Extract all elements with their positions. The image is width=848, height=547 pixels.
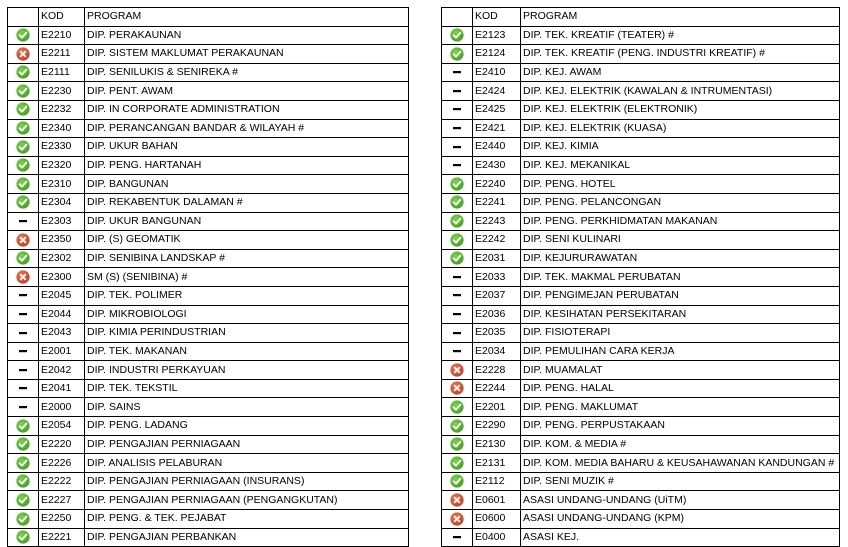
program-cell: DIP. UKUR BANGUNAN (85, 212, 409, 231)
kod-cell: E2302 (39, 249, 85, 268)
kod-cell: E2220 (39, 435, 85, 454)
check-circle-icon (16, 251, 30, 265)
program-cell: DIP. TEK. MAKMAL PERUBATAN (521, 268, 840, 287)
kod-cell: E2112 (473, 472, 521, 491)
status-cell (8, 45, 39, 64)
kod-cell: E2440 (473, 138, 521, 157)
dash-icon (450, 326, 464, 340)
table-row (8, 491, 409, 510)
kod-cell: E2054 (39, 417, 85, 436)
dash-icon (450, 307, 464, 321)
table-row (8, 435, 409, 454)
kod-cell: E2031 (473, 249, 521, 268)
kod-cell: E2250 (39, 510, 85, 529)
kod-cell: E2303 (39, 212, 85, 231)
program-cell: ASASI KEJ. (521, 528, 840, 547)
table-row (8, 45, 409, 64)
program-cell: DIP. KIMIA PERINDUSTRIAN (85, 324, 409, 343)
status-cell (8, 82, 39, 101)
kod-cell: E2310 (39, 175, 85, 194)
kod-cell: E2131 (473, 454, 521, 473)
kod-cell: E2300 (39, 268, 85, 287)
table-row (442, 324, 840, 343)
table-row (442, 361, 840, 380)
check-circle-icon (16, 493, 30, 507)
kod-cell: E2226 (39, 454, 85, 473)
status-cell (442, 379, 473, 398)
header-status-cell (442, 8, 473, 27)
dash-icon (450, 158, 464, 172)
table-header-row (442, 8, 840, 27)
program-cell: DIP. TEK. KREATIF (PENG. INDUSTRI KREATIF) # (521, 45, 840, 64)
kod-cell: E2230 (39, 82, 85, 101)
table-row (8, 26, 409, 45)
program-table-right (441, 7, 840, 547)
kod-cell: E2041 (39, 379, 85, 398)
status-cell (442, 435, 473, 454)
check-circle-icon (16, 65, 30, 79)
table-row (442, 268, 840, 287)
status-cell (8, 491, 39, 510)
check-circle-icon (450, 474, 464, 488)
kod-cell: E2243 (473, 212, 521, 231)
kod-cell: E2045 (39, 286, 85, 305)
check-circle-icon (16, 140, 30, 154)
table-row (8, 361, 409, 380)
kod-cell: E2201 (473, 398, 521, 417)
table-row (8, 417, 409, 436)
program-cell: DIP. PERANCANGAN BANDAR & WILAYAH # (85, 119, 409, 138)
kod-cell: E2430 (473, 156, 521, 175)
program-cell: DIP. SENILUKIS & SENIREKA # (85, 63, 409, 82)
status-cell (8, 268, 39, 287)
program-cell: DIP. TEK. POLIMER (85, 286, 409, 305)
kod-cell: E2410 (473, 63, 521, 82)
kod-cell: E2035 (473, 324, 521, 343)
kod-cell: E2241 (473, 193, 521, 212)
header-program: PROGRAM (521, 8, 840, 27)
kod-cell: E0600 (473, 510, 521, 529)
table-row (8, 510, 409, 529)
cross-circle-icon (16, 47, 30, 61)
program-cell: DIP. ANALISIS PELABURAN (85, 454, 409, 473)
table-row (442, 175, 840, 194)
program-cell: DIP. TEK. KREATIF (TEATER) # (521, 26, 840, 45)
cross-circle-icon (450, 381, 464, 395)
dash-icon (16, 344, 30, 358)
check-circle-icon (450, 419, 464, 433)
program-cell: DIP. (S) GEOMATIK (85, 231, 409, 250)
status-cell (8, 193, 39, 212)
status-cell (442, 249, 473, 268)
kod-cell: E2001 (39, 342, 85, 361)
kod-cell: E2304 (39, 193, 85, 212)
status-cell (442, 63, 473, 82)
dash-icon (16, 400, 30, 414)
check-circle-icon (450, 214, 464, 228)
dash-icon (16, 326, 30, 340)
dash-icon (450, 270, 464, 284)
kod-cell: E2222 (39, 472, 85, 491)
table-row (442, 249, 840, 268)
program-cell: DIP. PENG. PERPUSTAKAAN (521, 417, 840, 436)
status-cell (8, 286, 39, 305)
check-circle-icon (450, 456, 464, 470)
kod-cell: E2240 (473, 175, 521, 194)
check-circle-icon (16, 456, 30, 470)
dash-icon (450, 102, 464, 116)
program-cell: DIP. IN CORPORATE ADMINISTRATION (85, 100, 409, 119)
cross-circle-icon (450, 493, 464, 507)
dash-icon (16, 381, 30, 395)
check-circle-icon (16, 474, 30, 488)
table-row (8, 212, 409, 231)
program-cell: ASASI UNDANG-UNDANG (KPM) (521, 510, 840, 529)
table-row (8, 398, 409, 417)
status-cell (8, 63, 39, 82)
dash-icon (450, 121, 464, 135)
table-row (8, 138, 409, 157)
table-row (442, 100, 840, 119)
program-cell: DIP. BANGUNAN (85, 175, 409, 194)
kod-cell: E2130 (473, 435, 521, 454)
program-cell: DIP. UKUR BAHAN (85, 138, 409, 157)
kod-cell: E2424 (473, 82, 521, 101)
kod-cell: E0601 (473, 491, 521, 510)
status-cell (442, 193, 473, 212)
kod-cell: E2210 (39, 26, 85, 45)
table-row (442, 156, 840, 175)
program-cell: DIP. PENG. HOTEL (521, 175, 840, 194)
program-cell: DIP. KEJ. KIMIA (521, 138, 840, 157)
header-program: PROGRAM (85, 8, 409, 27)
table-row (8, 82, 409, 101)
program-cell: DIP. PENG. PELANCONGAN (521, 193, 840, 212)
status-cell (442, 212, 473, 231)
status-cell (442, 398, 473, 417)
cross-circle-icon (450, 512, 464, 526)
program-cell: DIP. PENGAJIAN PERNIAGAAN (85, 435, 409, 454)
program-cell: DIP. KEJ. AWAM (521, 63, 840, 82)
table-row (8, 268, 409, 287)
status-cell (8, 454, 39, 473)
dash-icon (16, 288, 30, 302)
header-kod: KOD (39, 8, 85, 27)
check-circle-icon (16, 437, 30, 451)
program-cell: DIP. PERAKAUNAN (85, 26, 409, 45)
check-circle-icon (450, 195, 464, 209)
kod-cell: E2290 (473, 417, 521, 436)
status-cell (442, 286, 473, 305)
table-row (8, 193, 409, 212)
status-cell (8, 249, 39, 268)
cross-circle-icon (16, 233, 30, 247)
status-cell (442, 268, 473, 287)
dash-icon (450, 84, 464, 98)
status-cell (442, 26, 473, 45)
dash-icon (450, 65, 464, 79)
kod-cell: E2111 (39, 63, 85, 82)
header-kod: KOD (473, 8, 521, 27)
dash-icon (450, 288, 464, 302)
kod-cell: E2340 (39, 119, 85, 138)
check-circle-icon (450, 233, 464, 247)
kod-cell: E2221 (39, 528, 85, 547)
program-cell: DIP. PENG. PERKHIDMATAN MAKANAN (521, 212, 840, 231)
kod-cell: E2043 (39, 324, 85, 343)
table-body (442, 8, 840, 547)
check-circle-icon (450, 47, 464, 61)
check-circle-icon (16, 28, 30, 42)
program-cell: DIP. PENG. & TEK. PEJABAT (85, 510, 409, 529)
kod-cell: E0400 (473, 528, 521, 547)
program-cell: DIP. KESIHATAN PERSEKITARAN (521, 305, 840, 324)
status-cell (442, 324, 473, 343)
table-row (442, 138, 840, 157)
status-cell (8, 379, 39, 398)
program-cell: DIP. KEJ. ELEKTRIK (ELEKTRONIK) (521, 100, 840, 119)
kod-cell: E2000 (39, 398, 85, 417)
status-cell (442, 472, 473, 491)
status-cell (442, 417, 473, 436)
kod-cell: E2228 (473, 361, 521, 380)
kod-cell: E2033 (473, 268, 521, 287)
status-cell (8, 361, 39, 380)
table-row (442, 193, 840, 212)
table-row (8, 454, 409, 473)
status-cell (8, 100, 39, 119)
program-cell: DIP. KEJ. MEKANIKAL (521, 156, 840, 175)
program-cell: DIP. SISTEM MAKLUMAT PERAKAUNAN (85, 45, 409, 64)
program-cell: DIP. PENG. HARTANAH (85, 156, 409, 175)
program-table-left (7, 7, 409, 547)
table-row (442, 45, 840, 64)
status-cell (442, 454, 473, 473)
status-cell (442, 138, 473, 157)
table-row (8, 119, 409, 138)
header-status-cell (8, 8, 39, 27)
status-cell (442, 361, 473, 380)
status-cell (442, 82, 473, 101)
status-cell (442, 510, 473, 529)
dash-icon (450, 140, 464, 154)
status-cell (8, 324, 39, 343)
status-cell (8, 417, 39, 436)
program-cell: DIP. TEK. MAKANAN (85, 342, 409, 361)
check-circle-icon (450, 177, 464, 191)
program-cell: DIP. SENIBINA LANDSKAP # (85, 249, 409, 268)
table-row (442, 82, 840, 101)
status-cell (442, 491, 473, 510)
program-cell: DIP. SENI MUZIK # (521, 472, 840, 491)
check-circle-icon (450, 437, 464, 451)
dash-icon (16, 307, 30, 321)
table-row (8, 286, 409, 305)
status-cell (8, 175, 39, 194)
table-row (442, 491, 840, 510)
table-row (442, 286, 840, 305)
status-cell (442, 305, 473, 324)
program-cell: DIP. SENI KULINARI (521, 231, 840, 250)
table-row (8, 324, 409, 343)
table-row (8, 249, 409, 268)
check-circle-icon (450, 251, 464, 265)
kod-cell: E2425 (473, 100, 521, 119)
kod-cell: E2034 (473, 342, 521, 361)
status-cell (8, 231, 39, 250)
program-cell: DIP. KOM. & MEDIA # (521, 435, 840, 454)
table-row (442, 454, 840, 473)
kod-cell: E2244 (473, 379, 521, 398)
table-row (8, 175, 409, 194)
program-cell: DIP. KOM. MEDIA BAHARU & KEUSAHAWANAN KANDUNGAN # (521, 454, 840, 473)
kod-cell: E2037 (473, 286, 521, 305)
table-row (8, 156, 409, 175)
table-row (442, 417, 840, 436)
status-cell (442, 100, 473, 119)
program-cell: DIP. PENGAJIAN PERNIAGAAN (PENGANGKUTAN) (85, 491, 409, 510)
status-cell (8, 212, 39, 231)
kod-cell: E2320 (39, 156, 85, 175)
check-circle-icon (450, 28, 464, 42)
check-circle-icon (16, 195, 30, 209)
status-cell (442, 231, 473, 250)
table-row (442, 472, 840, 491)
kod-cell: E2232 (39, 100, 85, 119)
status-cell (8, 26, 39, 45)
program-cell: DIP. PENG. LADANG (85, 417, 409, 436)
program-cell: DIP. KEJ. ELEKTRIK (KUASA) (521, 119, 840, 138)
table-row (442, 26, 840, 45)
program-cell: DIP. PENT. AWAM (85, 82, 409, 101)
status-cell (8, 342, 39, 361)
program-cell: DIP. REKABENTUK DALAMAN # (85, 193, 409, 212)
program-cell: DIP. PEMULIHAN CARA KERJA (521, 342, 840, 361)
table-row (442, 342, 840, 361)
status-cell (442, 175, 473, 194)
status-cell (442, 119, 473, 138)
table-row (8, 100, 409, 119)
cross-circle-icon (16, 270, 30, 284)
cross-circle-icon (450, 363, 464, 377)
program-cell: DIP. PENGIMEJAN PERUBATAN (521, 286, 840, 305)
table-row (8, 342, 409, 361)
check-circle-icon (16, 530, 30, 544)
table-row (8, 472, 409, 491)
check-circle-icon (16, 419, 30, 433)
table-row (8, 379, 409, 398)
status-cell (8, 138, 39, 157)
check-circle-icon (16, 512, 30, 526)
table-row (442, 379, 840, 398)
check-circle-icon (16, 158, 30, 172)
program-cell: DIP. KEJURURAWATAN (521, 249, 840, 268)
check-circle-icon (450, 400, 464, 414)
kod-cell: E2242 (473, 231, 521, 250)
check-circle-icon (16, 177, 30, 191)
table-row (442, 63, 840, 82)
table-header-row (8, 8, 409, 27)
program-cell: DIP. PENG. HALAL (521, 379, 840, 398)
kod-cell: E2227 (39, 491, 85, 510)
program-cell: DIP. KEJ. ELEKTRIK (KAWALAN & INTRUMENTASI) (521, 82, 840, 101)
program-cell: DIP. FISIOTERAPI (521, 324, 840, 343)
table-row (442, 510, 840, 529)
table-row (442, 305, 840, 324)
kod-cell: E2042 (39, 361, 85, 380)
dash-icon (450, 344, 464, 358)
kod-cell: E2350 (39, 231, 85, 250)
program-cell: DIP. TEK. TEKSTIL (85, 379, 409, 398)
program-cell: DIP. MUAMALAT (521, 361, 840, 380)
program-cell: DIP. PENGAJIAN PERNIAGAAN (INSURANS) (85, 472, 409, 491)
program-cell: DIP. MIKROBIOLOGI (85, 305, 409, 324)
table-row (8, 305, 409, 324)
program-cell: DIP. INDUSTRI PERKAYUAN (85, 361, 409, 380)
status-cell (8, 305, 39, 324)
table-row (8, 231, 409, 250)
program-cell: SM (S) (SENIBINA) # (85, 268, 409, 287)
program-cell: ASASI UNDANG-UNDANG (UiTM) (521, 491, 840, 510)
dash-icon (16, 363, 30, 377)
status-cell (8, 472, 39, 491)
kod-cell: E2123 (473, 26, 521, 45)
check-circle-icon (16, 121, 30, 135)
status-cell (442, 45, 473, 64)
status-cell (8, 510, 39, 529)
table-row (442, 119, 840, 138)
program-cell: DIP. PENGAJIAN PERBANKAN (85, 528, 409, 547)
table-row (442, 231, 840, 250)
kod-cell: E2124 (473, 45, 521, 64)
program-cell: DIP. SAINS (85, 398, 409, 417)
status-cell (442, 156, 473, 175)
dash-icon (450, 530, 464, 544)
kod-cell: E2036 (473, 305, 521, 324)
status-cell (8, 398, 39, 417)
status-cell (8, 156, 39, 175)
kod-cell: E2421 (473, 119, 521, 138)
check-circle-icon (16, 102, 30, 116)
kod-cell: E2330 (39, 138, 85, 157)
dash-icon (16, 214, 30, 228)
table-row (442, 212, 840, 231)
kod-cell: E2211 (39, 45, 85, 64)
kod-cell: E2044 (39, 305, 85, 324)
program-cell: DIP. PENG. MAKLUMAT (521, 398, 840, 417)
table-row (442, 435, 840, 454)
table-row (8, 63, 409, 82)
status-cell (442, 342, 473, 361)
status-cell (8, 435, 39, 454)
check-circle-icon (16, 84, 30, 98)
status-cell (8, 119, 39, 138)
table-row (442, 398, 840, 417)
table-body (8, 8, 409, 547)
